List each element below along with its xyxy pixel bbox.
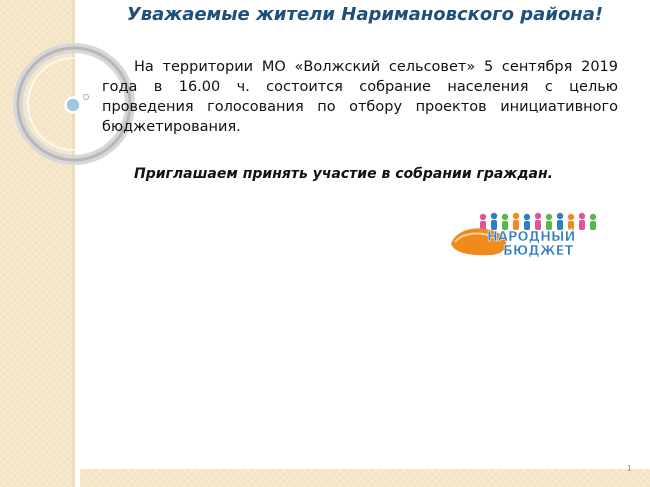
bottom-decorative-band: [80, 469, 650, 487]
invitation-text: Приглашаем принять участие в собрании граждан.: [134, 166, 553, 182]
small-dot: [84, 95, 89, 100]
announcement-paragraph: На территории МО «Волжский сельсовет» 5 сентября 2019 года в 16.00 ч. состоится собрание населения с целью проведения голосования по отбору проектов инициативного бюджетирования.: [102, 59, 618, 135]
logo-line1: НАРОДНЫЙ: [487, 230, 576, 245]
people-figures: [480, 213, 596, 230]
logo-line2: БЮДЖЕТ: [503, 244, 574, 258]
narodny-budget-logo: [447, 210, 609, 258]
slide-title: Уважаемые жители Наримановского района!: [126, 4, 604, 25]
page-number: 1: [626, 464, 632, 473]
accent-dot: [66, 98, 81, 113]
